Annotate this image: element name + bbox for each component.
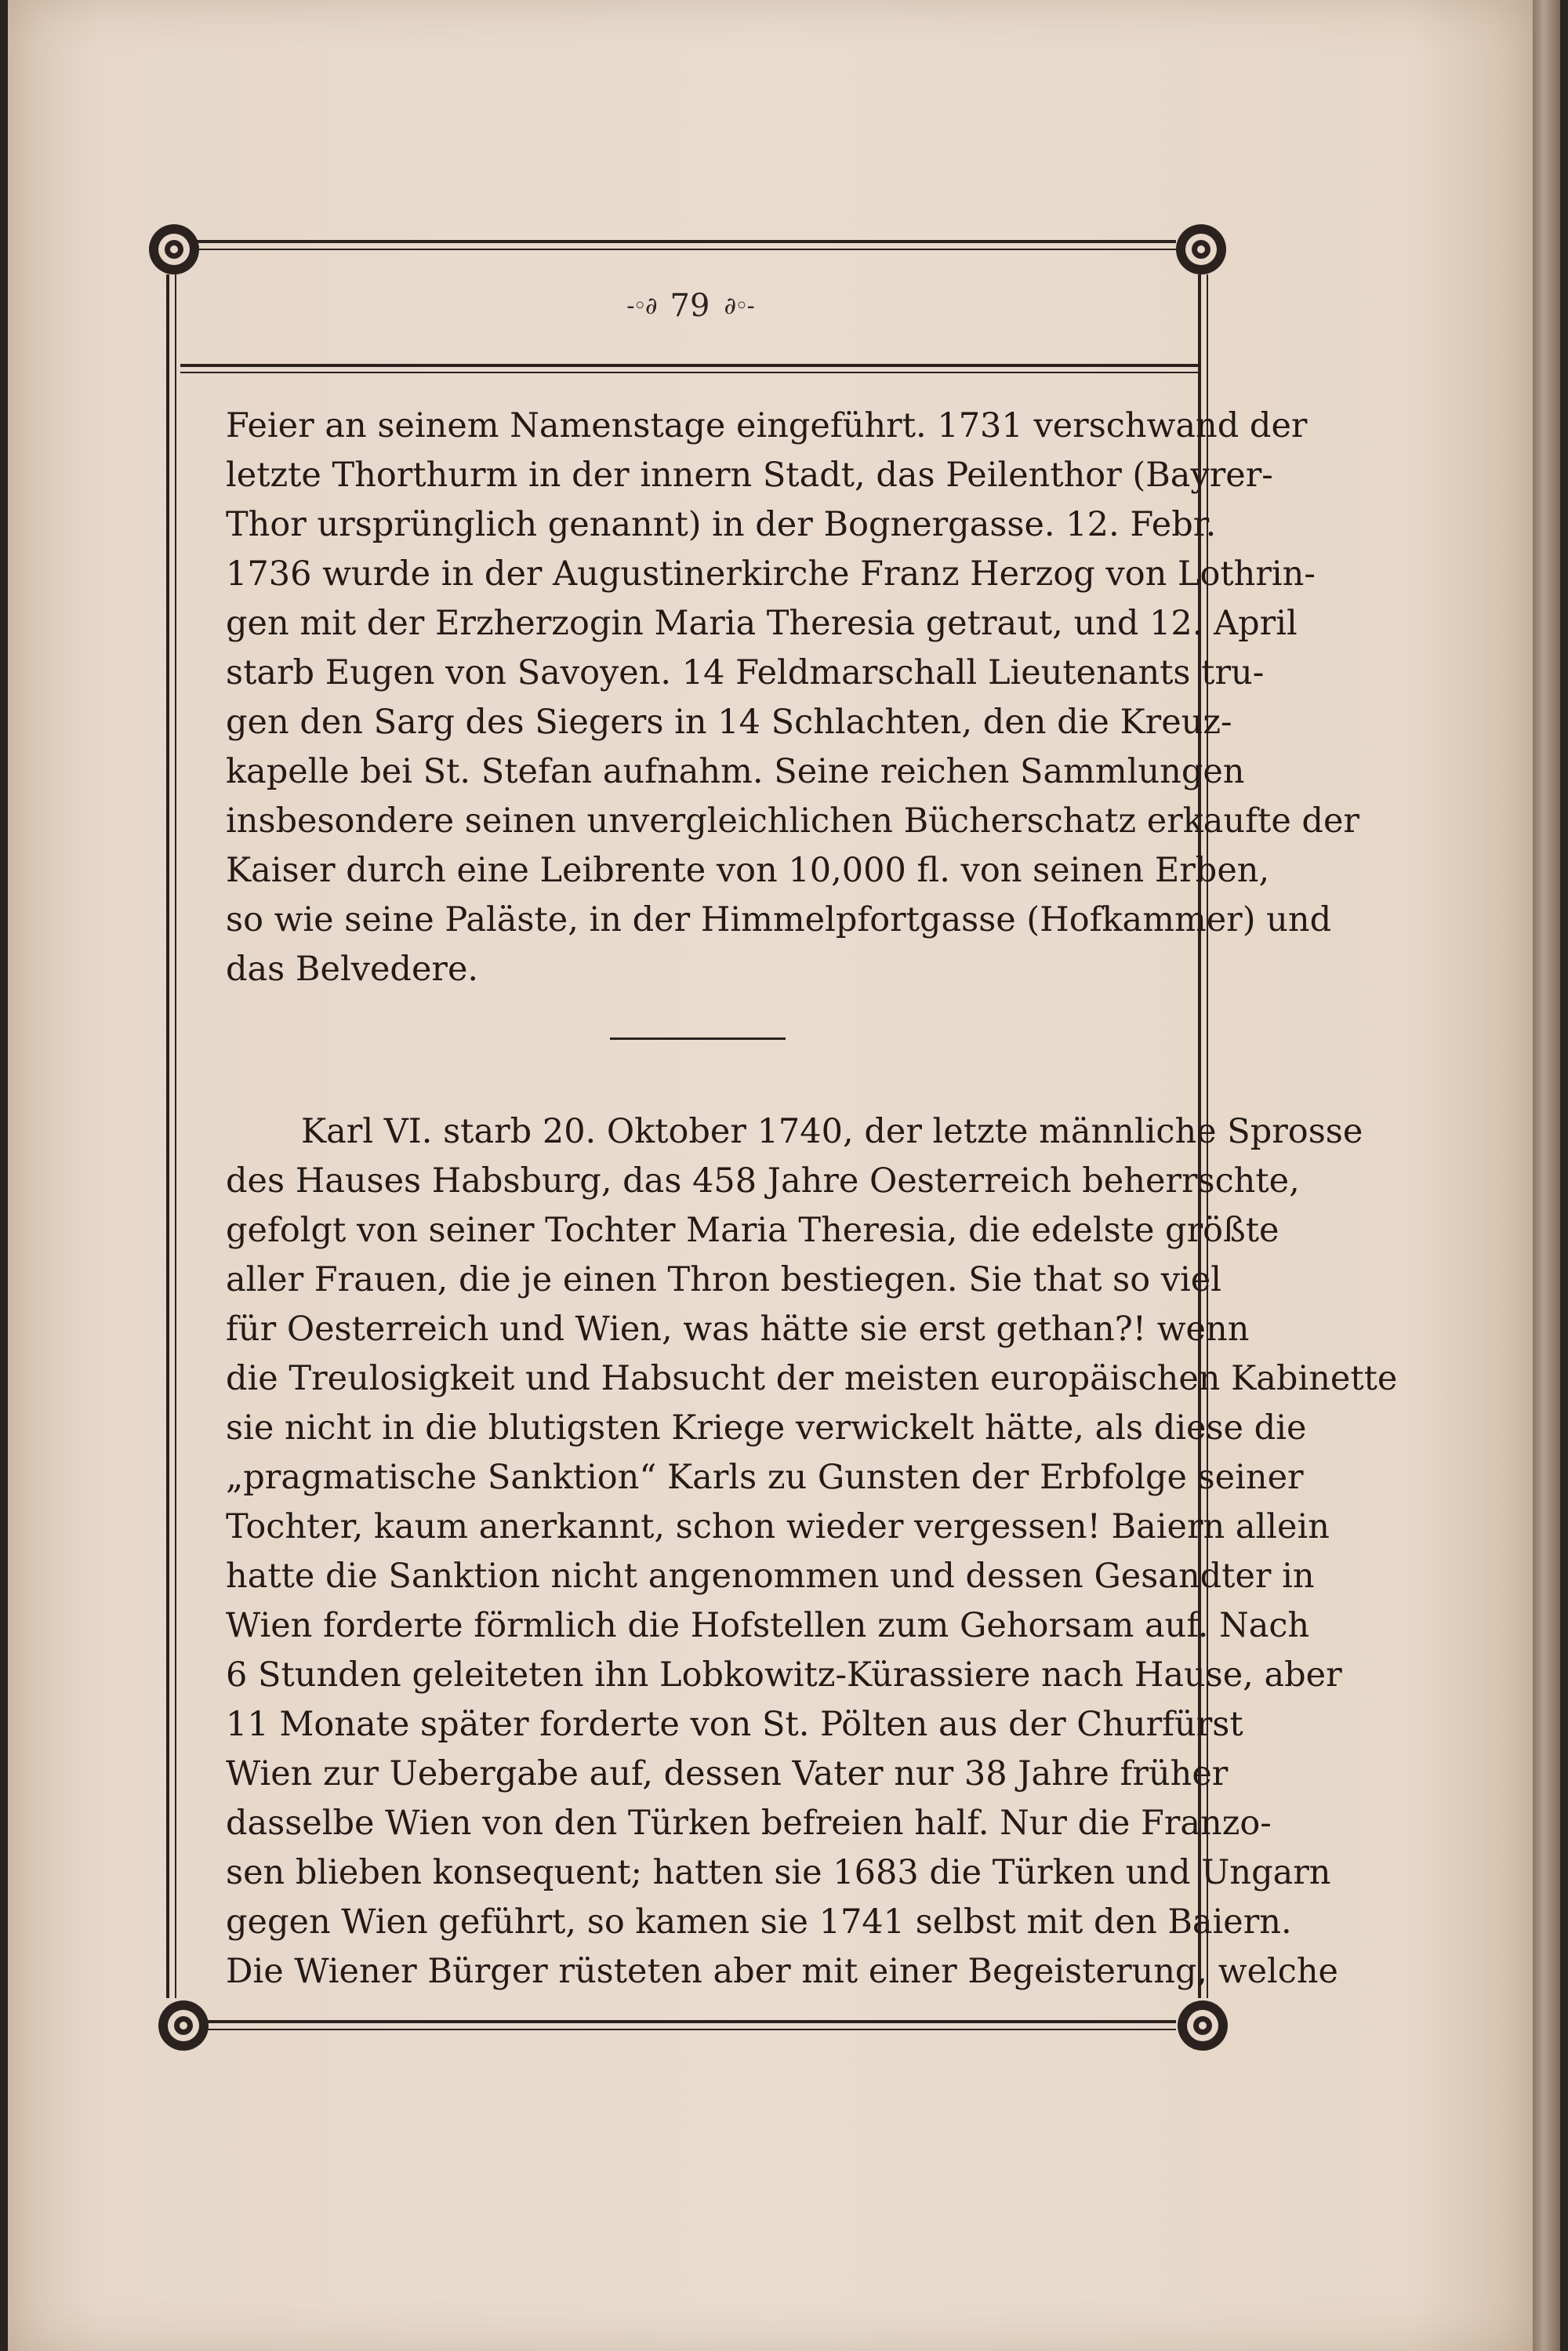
right-ornament-icon: ∂◦- [724, 292, 753, 320]
text-line: kapelle bei St. Stefan aufnahm. Seine reichen Sammlungen [226, 752, 1245, 791]
text-line: so wie seine Paläste, in der Himmelpfortgasse (Hofkammer) und [226, 900, 1332, 939]
text-line: gefolgt von seiner Tochter Maria Theresia, die edelste größte [226, 1211, 1279, 1250]
text-line: Wien forderte förmlich die Hofstellen zum Gehorsam auf. Nach [226, 1606, 1310, 1645]
text-line: Wien zur Uebergabe auf, dessen Vater nur 38 Jahre früher [226, 1754, 1229, 1793]
text-line: 6 Stunden geleiteten ihn Lobkowitz-Kürassiere nach Hause, aber [226, 1655, 1342, 1695]
text-line: hatte die Sanktion nicht angenommen und dessen Gesandter in [226, 1557, 1315, 1596]
text-line: Die Wiener Bürger rüsteten aber mit einer Begeisterung, welche [226, 1952, 1338, 1991]
left-ornament-icon: -◦∂ [626, 292, 656, 320]
text-line: das Belvedere. [226, 950, 479, 989]
text-line: aller Frauen, die je einen Thron bestiegen. Sie that so viel [226, 1260, 1222, 1299]
section-gap [226, 994, 1167, 1107]
text-line: letzte Thorthurm in der innern Stadt, das Peilenthor (Bayrer- [226, 456, 1273, 495]
paragraph-2 [226, 1107, 1398, 1997]
text-line: Tochter, kaum anerkannt, schon wieder vergessen! Baiern allein [226, 1507, 1330, 1546]
section-divider [610, 1037, 786, 1040]
text-line: 1736 wurde in der Augustinerkirche Franz Herzog von Lothrin- [226, 554, 1316, 594]
body-text [226, 402, 1398, 1997]
text-line: insbesondere seinen unvergleichlichen Bücherschatz erkaufte der [226, 801, 1359, 841]
text-line: gegen Wien geführt, so kamen sie 1741 selbst mit den Baiern. [226, 1902, 1292, 1942]
text-line: sie nicht in die blutigsten Kriege verwickelt hätte, als diese die [226, 1408, 1307, 1448]
text-line: des Hauses Habsburg, das 458 Jahre Oesterreich beherrschte, [226, 1161, 1300, 1201]
text-line: „pragmatische Sanktion“ Karls zu Gunsten der Erbfolge seiner [226, 1458, 1304, 1497]
text-line: dasselbe Wien von den Türken befreien half. Nur die Franzo- [226, 1804, 1272, 1843]
text-line: die Treulosigkeit und Habsucht der meisten europäischen Kabinette [226, 1359, 1398, 1398]
text-line: sen blieben konsequent; hatten sie 1683 die Türken und Ungarn [226, 1853, 1331, 1892]
page-number-value: 79 [670, 288, 710, 324]
page-number [580, 282, 800, 329]
text-line: 11 Monate später forderte von St. Pölten aus der Churfürst [226, 1705, 1243, 1744]
text-line: Feier an seinem Namenstage eingeführt. 1731 verschwand der [226, 406, 1308, 445]
text-line: für Oesterreich und Wien, was hätte sie erst gethan?! wenn [226, 1310, 1250, 1349]
text-line: starb Eugen von Savoyen. 14 Feldmarschall Lieutenants tru- [226, 653, 1265, 692]
text-line: Kaiser durch eine Leibrente von 10,000 fl. von seinen Erben, [226, 851, 1270, 890]
page-edge [1533, 0, 1560, 2351]
text-line: Karl VI. starb 20. Oktober 1740, der letzte männliche Sprosse [301, 1112, 1363, 1151]
text-line: Thor ursprünglich genannt) in der Bognergasse. 12. Febr. [226, 505, 1217, 544]
paragraph-1 [226, 402, 1359, 994]
text-line: gen den Sarg des Siegers in 14 Schlachten, den die Kreuz- [226, 703, 1232, 742]
text-line: gen mit der Erzherzogin Maria Theresia getraut, und 12. April [226, 604, 1298, 643]
